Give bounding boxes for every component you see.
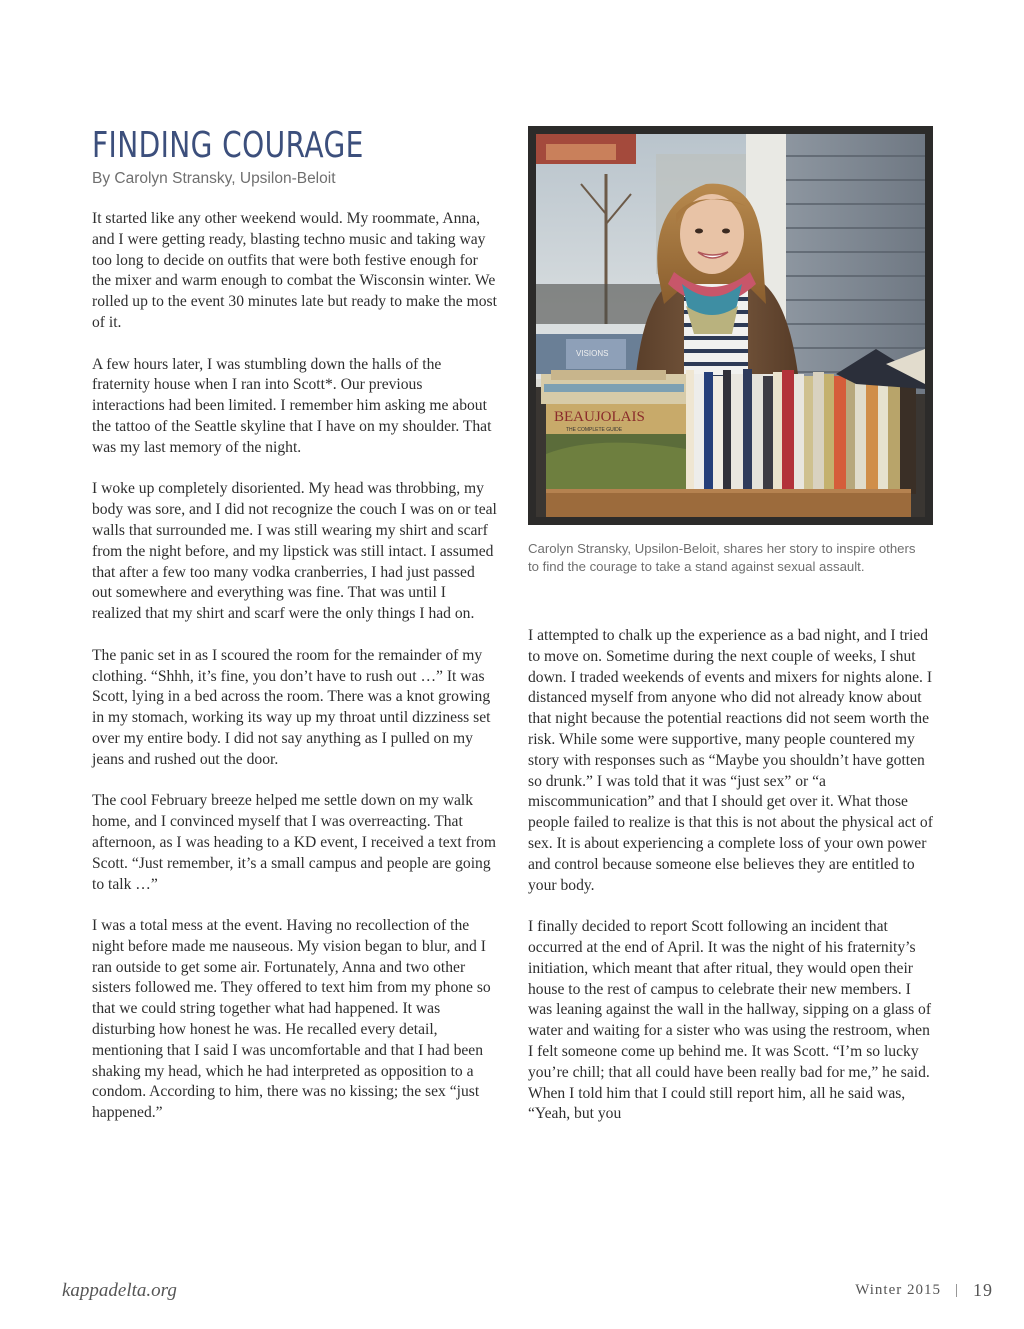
paragraph: A few hours later, I was stumbling down the halls of the fraternity house when I ran into Scott*. Our previous interactions had been limited. I remember him asking me about the tattoo of the Seattle skyline that I have on my shoulder. That was my last memory of the night. xyxy=(92,355,492,456)
paragraph: The panic set in as I scoured the room for the remainder of my clothing. “Shhh, it’s fine, you don’t have to rush out …” It was Scott, lying in a bed across the room. There was a knot growing in my stomach, working its way up my throat until dizziness set over my entire body. I did not say anything as I pulled on my jeans and rushed out the door. xyxy=(92,646,491,768)
paragraph: I finally decided to report Scott following an incident that occurred at the end of April. It was the night of his fraternity’s initiation, which meant that after ritual, they would open their house to the rest of campus to celebrate their new members. I was leaning against the wall in the hallway, sipping on a glass of water and waiting for a sister who was using the restroom, when I felt someone come up behind me. It was Scott. “I’m so lucky you’re chill; that all could have been really bad for me,” he said. When I told him that I could still report him, all he said was, “Yeah, but you xyxy=(528,918,932,1123)
book-title-text: BEAUJOLAIS xyxy=(554,409,645,425)
article-byline: By Carolyn Stransky, Upsilon-Beloit xyxy=(92,170,336,187)
window-sign-text: VISIONS xyxy=(576,349,609,358)
paragraph: I was a total mess at the event. Having no recollection of the night before made me nauseous. My vision began to blur, and I ran outside to get some air. Fortunately, Anna and two other sisters followed me. They offered to text him from my phone so that we could string together what had happened. It was disturbing how honest he was. He recalled every detail, mentioning that I said I was uncomfortable and that I had been shaking my head, which he had interpreted as opposition to a condom. According to him, there was no kissing; the sex “just happened.” xyxy=(92,917,491,1122)
photo-caption: Carolyn Stransky, Upsilon-Beloit, shares her story to inspire others to find the courage to take a stand against sexual assault. xyxy=(528,541,916,574)
paragraph: I woke up completely disoriented. My head was throbbing, my body was sore, and I did not recognize the couch I was on or teal walls that surrounded me. I was still wearing my shirt and scarf from the night before, and my lipstick was still intact. I assumed that after a few too many vodka cranberries, I had just passed out somewhere and everything was fine. That was until I realized that my shirt and scarf were the only things I had on. xyxy=(92,480,497,623)
paragraph: The cool February breeze helped me settle down on my walk home, and I convinced myself that I was overreacting. That afternoon, as I was heading to a KD event, I received a text from Scott. “Just remember, it’s a small campus and people are going to talk …” xyxy=(92,792,496,893)
article-title: FINDING COURAGE xyxy=(92,125,364,166)
left-column xyxy=(92,209,497,1145)
footer-site: kappadelta.org xyxy=(62,1280,177,1301)
photo-illustration xyxy=(536,134,925,517)
paragraph: It started like any other weekend would. My roommate, Anna, and I were getting ready, blasting techno music and taking way too long to decide on outfits that were both festive enough for the mixer and warm enough to combat the Wisconsin winter. We rolled up to the event 30 minutes late but ready to make the most of it. xyxy=(92,210,497,331)
footer-separator: | xyxy=(954,1282,959,1298)
paragraph: I attempted to chalk up the experience as a bad night, and I tried to move on. Sometime during the next couple of weeks, I shut down. I traded weekends of events and mixers for nights alone. I distanced myself from anyone who did not already know about that night because the potential reactions did not seem worth the risk. While some were supportive, many people countered my story with responses such as “Maybe you shouldn’t have gotten so drunk.” I was told that it was “just sex” or “a miscommunication” and that I should get over it. What those people failed to realize is that this is not about the physical act of sex. It is about experiencing a complete loss of your own power and control because someone else believes they are entitled to your body. xyxy=(528,627,933,894)
page-number: 19 xyxy=(973,1280,993,1300)
footer-issue-info xyxy=(855,1280,993,1301)
footer-issue: Winter 2015 xyxy=(855,1282,941,1298)
right-column xyxy=(528,626,933,1146)
article-photo xyxy=(528,126,933,525)
book-subtitle-text: THE COMPLETE GUIDE xyxy=(566,427,623,433)
